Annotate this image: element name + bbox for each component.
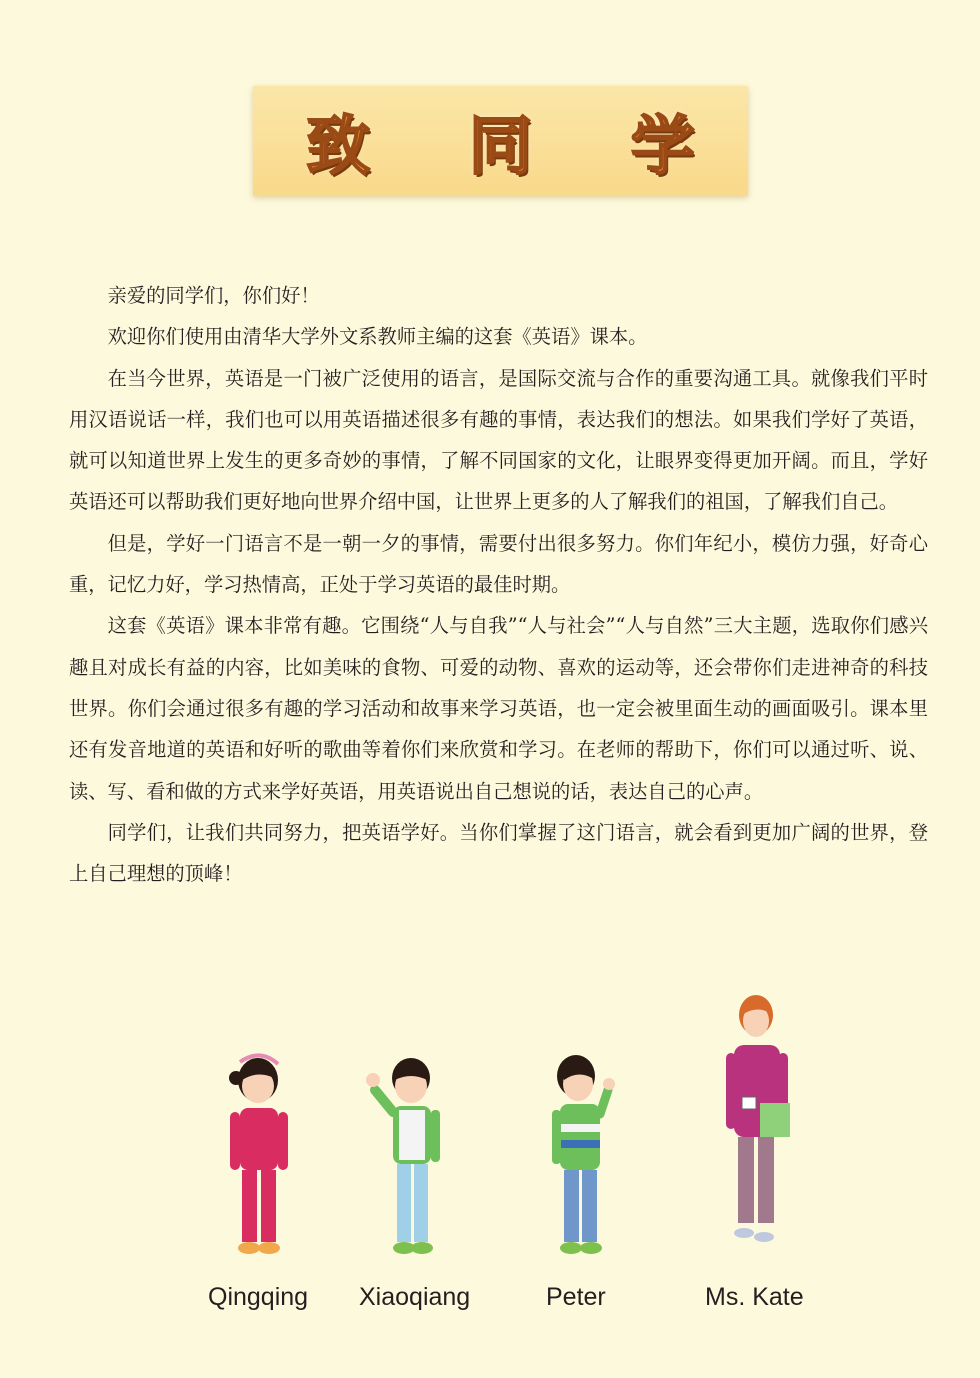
closing-paragraph: 同学们，让我们共同努力，把英语学好。当你们掌握了这门语言，就会看到更加广阔的世界，登上自己理想的顶峰！ <box>69 820 928 886</box>
character-name-xiaoqiang: Xiaoqiang <box>359 1283 471 1311</box>
character-name-peter: Peter <box>546 1283 606 1311</box>
xiaoqiang-illustration <box>365 1050 445 1265</box>
title-banner <box>253 86 748 196</box>
letter-body <box>69 275 928 894</box>
character-names <box>0 1283 980 1323</box>
peter-illustration <box>540 1050 620 1265</box>
greeting-paragraph: 亲爱的同学们，你们好！ <box>107 284 320 307</box>
character-name-ms-kate: Ms. Kate <box>705 1283 804 1311</box>
ms-kate-illustration <box>722 993 797 1263</box>
importance-paragraph: 在当今世界，英语是一门被广泛使用的语言，是国际交流与合作的重要沟通工具。就像我们平时用汉语说话一样，我们也可以用英语描述很多有趣的事情，表达我们的想法。如果我们学好了英语，就可以知道世界上发生的更多奇妙的事情，了解不同国家的文化，让眼界变得更加开阔。而且，学好英语还可以帮助我们更好地向世界介绍中国，让世界上更多的人了解我们的祖国，了解我们自己。 <box>69 366 928 514</box>
page-title: 致 同 学 <box>306 110 733 184</box>
effort-paragraph: 但是，学好一门语言不是一朝一夕的事情，需要付出很多努力。你们年纪小，模仿力强，好奇心重，记忆力好，学习热情高，正处于学习英语的最佳时期。 <box>69 531 928 597</box>
character-name-qingqing: Qingqing <box>208 1283 309 1311</box>
welcome-paragraph: 欢迎你们使用由清华大学外文系教师主编的这套《英语》课本。 <box>107 325 648 349</box>
qingqing-illustration <box>220 1050 300 1265</box>
textbook-paragraph: 这套《英语》课本非常有趣。它围绕“人与自我”“人与社会”“人与自然”三大主题，选取你们感兴趣且对成长有益的内容，比如美味的食物、可爱的动物、喜欢的运动等，还会带你们走进神奇的科技世界。你们会通过很多有趣的学习活动和故事来学习英语，也一定会被里面生动的画面吸引。课本里还有发音地道的英语和好听的歌曲等着你们来欣赏和学习。在老师的帮助下，你们可以通过听、说、读、写、看和做的方式来学好英语，用英语说出自己想说的话，表达自己的心声。 <box>69 614 928 803</box>
characters-illustration <box>0 985 980 1285</box>
